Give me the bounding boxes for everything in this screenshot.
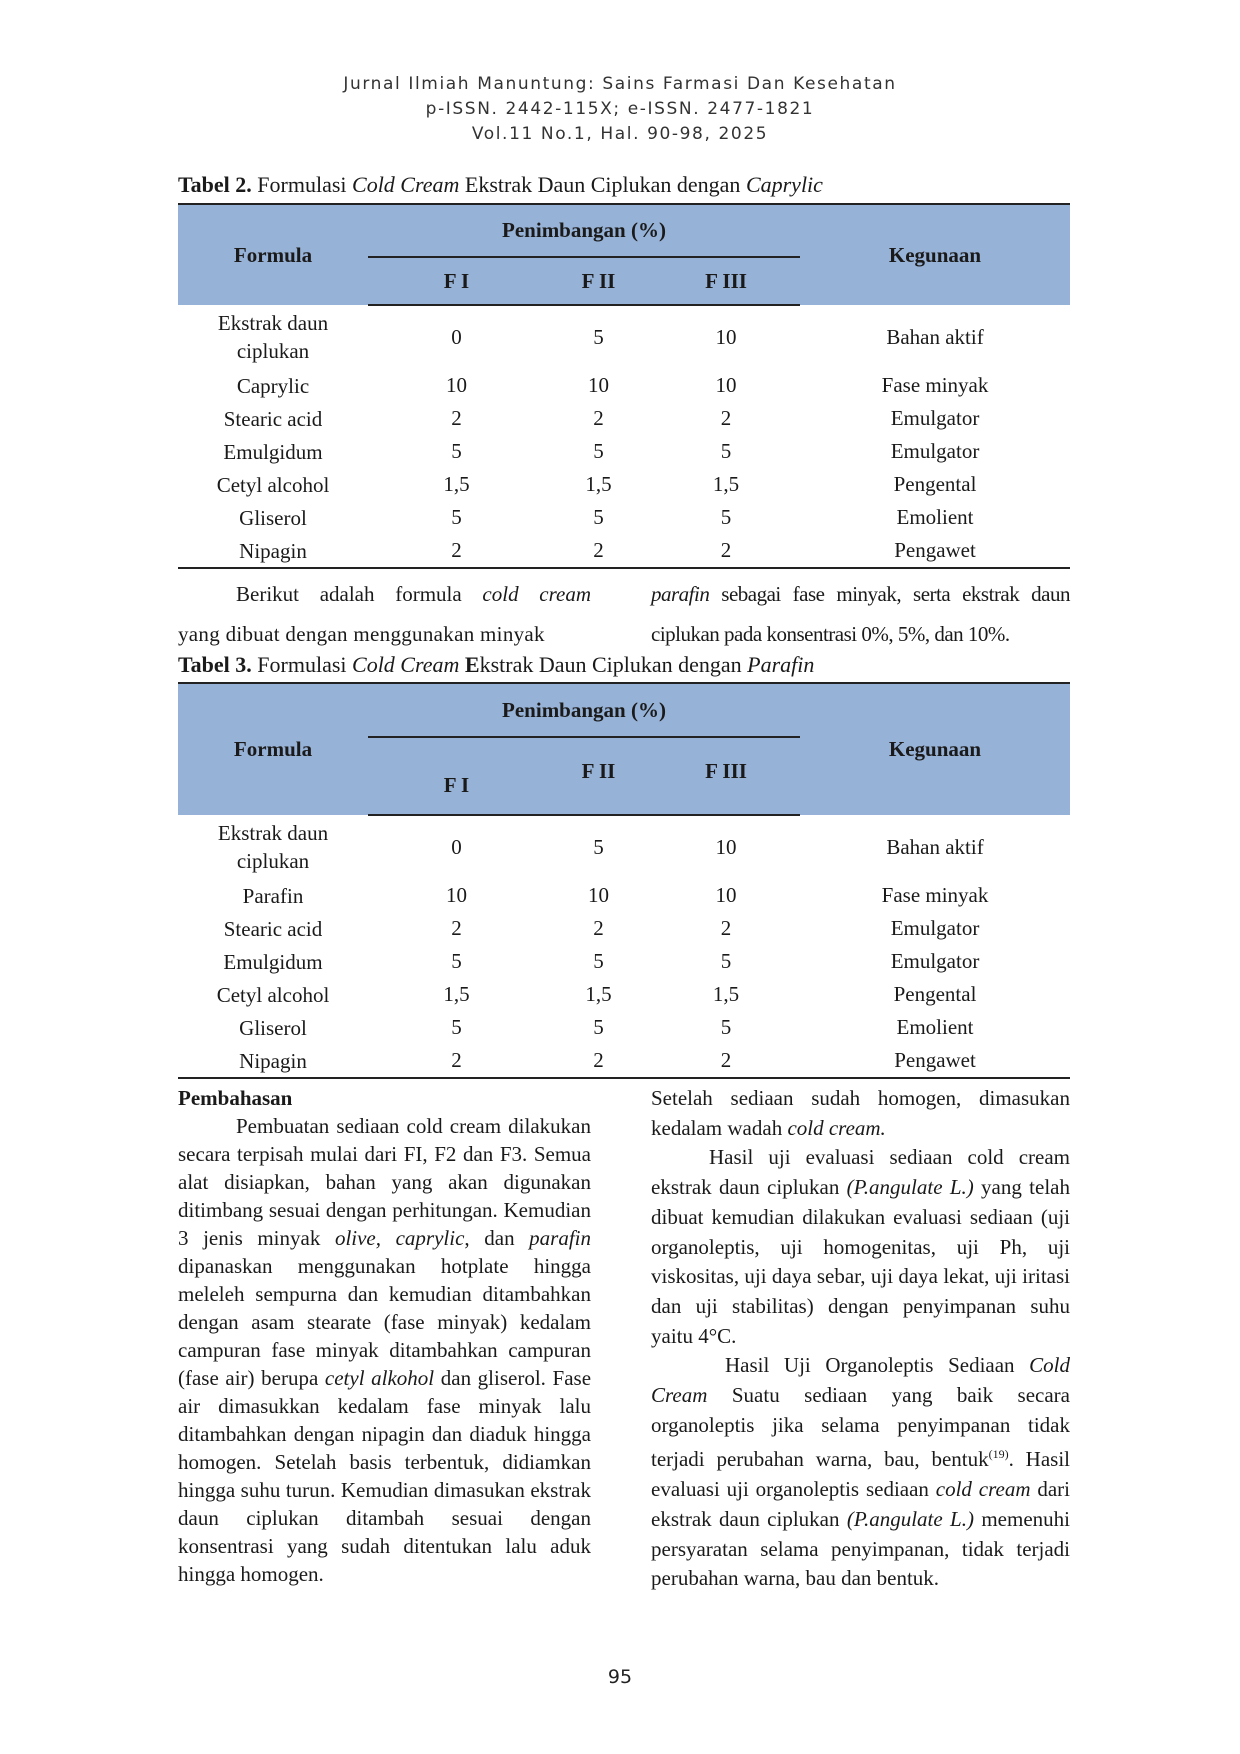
cell-formula: Cetyl alcohol xyxy=(216,982,330,1007)
cell-f3: 5 xyxy=(720,949,732,973)
header-kegunaan: Kegunaan xyxy=(800,683,1070,815)
paragraph xyxy=(651,1143,1070,1351)
cell-formula: Cetyl alcohol xyxy=(216,472,330,497)
header-f2: F II xyxy=(545,737,652,815)
table2-caption-text: Ekstrak Daun Ciplukan dengan xyxy=(459,172,746,197)
table3-caption xyxy=(178,652,814,678)
cell-f3: 10 xyxy=(715,835,737,859)
paragraph-italic: Cold Cream xyxy=(651,1353,1070,1408)
table2-body xyxy=(178,305,1070,568)
table-row xyxy=(178,1011,1070,1044)
table-row xyxy=(178,815,1070,879)
header-formula: Formula xyxy=(178,683,368,815)
table-row xyxy=(178,912,1070,945)
table2-caption-text: Formulasi xyxy=(251,172,353,197)
cell-kegunaan: Emulgator xyxy=(890,406,980,430)
cell-f2: 5 xyxy=(593,1015,604,1039)
header-penimbangan: Penimbangan (%) xyxy=(368,683,800,737)
paragraph-text: Setelah sediaan sudah homogen, dimasukan kedalam wadah xyxy=(651,1086,1070,1140)
paragraph-text: , dan xyxy=(464,1226,530,1250)
cell-f3: 1,5 xyxy=(712,472,740,496)
table-row xyxy=(178,501,1070,534)
mid-right-line2: ciplukan pada konsentrasi 0%, 5%, dan 10%. xyxy=(651,622,1010,646)
cell-f2: 5 xyxy=(593,325,604,349)
table-row xyxy=(178,468,1070,501)
paragraph-italic: parafin xyxy=(529,1226,592,1250)
journal-header xyxy=(0,72,1240,147)
paragraph-italic: olive, caprylic xyxy=(334,1226,465,1250)
journal-title: Jurnal Ilmiah Manuntung: Sains Farmasi Dan Kesehatan xyxy=(343,74,897,94)
page-number: 95 xyxy=(607,1666,633,1688)
table2-caption xyxy=(178,172,823,198)
cell-f2: 2 xyxy=(545,1044,652,1078)
cell-f1: 5 xyxy=(451,505,462,529)
mid-right-italic: parafin xyxy=(651,582,710,606)
cell-f1: 10 xyxy=(446,883,467,907)
cell-kegunaan: Pengawet xyxy=(800,534,1070,568)
cell-f3: 5 xyxy=(720,505,732,529)
paragraph-italic: (P.angulate L.) xyxy=(846,1506,974,1531)
paragraph xyxy=(651,1351,1070,1594)
cell-kegunaan: Pengawet xyxy=(800,1044,1070,1078)
cell-formula: Emulgidum xyxy=(223,949,323,974)
table3-caption-italic: Cold Cream xyxy=(352,652,460,677)
cell-kegunaan: Fase minyak xyxy=(881,883,989,907)
cell-f3: 10 xyxy=(715,325,737,349)
header-formula: Formula xyxy=(178,204,368,305)
cell-formula: Ekstrak daun ciplukan xyxy=(217,311,329,363)
cell-f2: 2 xyxy=(593,406,604,430)
table3-caption-text: kstrak Daun Ciplukan dengan xyxy=(479,652,748,677)
journal-volume: Vol.11 No.1, Hal. 90-98, 2025 xyxy=(471,124,769,144)
header-f1: F I xyxy=(368,737,545,815)
cell-f1: 5 xyxy=(451,439,462,463)
cell-f3: 5 xyxy=(720,439,732,463)
table-row xyxy=(178,945,1070,978)
mid-text-left xyxy=(178,574,591,654)
cell-formula: Gliserol xyxy=(239,1015,307,1040)
mid-left-italic: cold cream xyxy=(482,582,591,606)
header-kegunaan: Kegunaan xyxy=(800,204,1070,305)
cell-f1: 2 xyxy=(368,1044,545,1078)
cell-f1: 0 xyxy=(451,835,462,859)
table-row xyxy=(178,369,1070,402)
cell-f3: 2 xyxy=(720,916,732,940)
cell-f2: 2 xyxy=(593,916,604,940)
table3-caption-label: Tabel 3. xyxy=(178,652,252,677)
paragraph-text: dan gliserol. Fase air dimasukkan kedalam fase minyak lalu ditambahkan dengan nipagin dan diaduk hingga homogen. Setelah basis terbentuk, didiamkan hingga suhu turun. Kemudian dimasukan ekstrak daun ciplukan ditambah sesuai dengan konsentrasi yang sudah ditentukan lalu aduk hingga homogen. xyxy=(178,1366,592,1586)
header-penimbangan: Penimbangan (%) xyxy=(368,204,800,257)
paragraph-text: dipanaskan menggunakan hotplate hingga meleleh sempurna dan kemudian ditambahkan dengan asam stearate (fase minyak) kedalam campuran fase minyak ditambahkan campuran (fase air) berupa xyxy=(178,1254,591,1390)
cell-formula: Ekstrak daun ciplukan xyxy=(217,821,329,873)
mid-right-line1 xyxy=(651,574,1070,614)
cell-f3: 2 xyxy=(652,534,800,568)
table2-caption-label: Tabel 2. xyxy=(178,172,252,197)
mid-right-text: sebagai fase minyak, serta ekstrak daun xyxy=(709,582,1070,606)
mid-text-right xyxy=(651,574,1070,654)
paragraph xyxy=(651,1084,1070,1143)
paragraph-text: Hasil uji evaluasi sediaan cold cream ekstrak daun ciplukan xyxy=(651,1145,1070,1200)
table3-caption-bold: E xyxy=(459,652,480,677)
cell-formula: Stearic acid xyxy=(223,916,323,941)
table-row xyxy=(178,978,1070,1011)
paragraph-text: dari ekstrak daun ciplukan xyxy=(651,1477,1070,1531)
table3-caption-italic: Parafin xyxy=(747,652,815,677)
cell-f3: 2 xyxy=(720,406,732,430)
cell-f2: 5 xyxy=(593,949,604,973)
cell-f2: 5 xyxy=(593,505,604,529)
cell-f3: 1,5 xyxy=(712,982,740,1006)
cell-formula: Emulgidum xyxy=(223,439,323,464)
cell-kegunaan: Pengental xyxy=(893,472,977,496)
table3 xyxy=(178,682,1070,1079)
cell-f1: 5 xyxy=(451,1015,462,1039)
table-row xyxy=(178,1044,1070,1078)
paragraph-italic: (P.angulate L.) xyxy=(846,1175,974,1200)
cell-f2: 1,5 xyxy=(585,982,612,1006)
cell-f2: 10 xyxy=(588,373,609,397)
table-row xyxy=(178,879,1070,912)
paragraph-text: yang telah dibuat kemudian dilakukan evaluasi sediaan (uji organoleptis, uji homogenitas, uji Ph, uji viskositas, uji daya sebar, uji daya lekat, uji iritasi dan uji stabilitas) dengan penyimpanan suhu yaitu 4°C. xyxy=(651,1175,1070,1348)
cell-f1: 10 xyxy=(446,373,467,397)
paragraph-text: Hasil Uji Organoleptis Sediaan xyxy=(725,1353,1030,1378)
table2 xyxy=(178,203,1070,569)
cell-f3: 10 xyxy=(715,883,737,907)
citation-ref: (19) xyxy=(988,1447,1009,1462)
paragraph-text: memenuhi persyaratan selama penyimpanan, tidak terjadi perubahan warna, bau dan bentuk. xyxy=(651,1506,1070,1591)
paragraph-text: Suatu sediaan yang baik secara organoleptis jika selama penyimpanan tidak terjadi perubahan warna, bau, bentuk xyxy=(651,1383,1070,1472)
table-row xyxy=(178,305,1070,369)
cell-kegunaan: Emulgator xyxy=(890,439,980,463)
cell-f1: 1,5 xyxy=(443,982,470,1006)
cell-formula: Gliserol xyxy=(239,505,307,530)
header-f3: F III xyxy=(652,737,800,815)
right-column xyxy=(651,1084,1070,1594)
cell-f3: 5 xyxy=(720,1015,732,1039)
table3-caption-text: Formulasi xyxy=(251,652,353,677)
cell-f2: 2 xyxy=(545,534,652,568)
cell-formula: Nipagin xyxy=(178,1044,368,1078)
cell-kegunaan: Emolient xyxy=(896,1015,974,1039)
cell-f1: 2 xyxy=(451,916,462,940)
mid-left-line2: yang dibuat dengan menggunakan minyak xyxy=(178,622,545,646)
cell-kegunaan: Emolient xyxy=(896,505,974,529)
cell-f1: 5 xyxy=(451,949,462,973)
cell-formula: Caprylic xyxy=(236,373,310,398)
table2-caption-italic: Cold Cream xyxy=(352,172,460,197)
table-row xyxy=(178,435,1070,468)
paragraph-text: . Hasil evaluasi uji organoleptis sediaan xyxy=(651,1447,1070,1502)
paragraph-italic: cetyl alkohol xyxy=(324,1366,435,1390)
cell-f2: 1,5 xyxy=(585,472,612,496)
table3-body xyxy=(178,815,1070,1078)
paragraph-italic: cold cream xyxy=(935,1477,1031,1502)
cell-f3: 2 xyxy=(652,1044,800,1078)
header-f3: F III xyxy=(652,257,800,305)
cell-f2: 5 xyxy=(593,835,604,859)
table2-caption-italic: Caprylic xyxy=(745,172,823,197)
cell-formula: Parafin xyxy=(242,883,304,908)
cell-kegunaan: Fase minyak xyxy=(881,373,989,397)
section-heading: Pembahasan xyxy=(178,1086,293,1110)
cell-kegunaan: Bahan aktif xyxy=(886,324,984,349)
header-f2: F II xyxy=(545,257,652,305)
cell-f1: 2 xyxy=(368,534,545,568)
header-f1: F I xyxy=(368,257,545,305)
left-column xyxy=(178,1084,591,1588)
paragraph xyxy=(178,1112,591,1588)
cell-kegunaan: Pengental xyxy=(893,982,977,1006)
cell-formula: Stearic acid xyxy=(223,406,323,431)
mid-left-text: Berikut adalah formula xyxy=(236,582,483,606)
cell-f1: 0 xyxy=(451,325,462,349)
cell-f3: 10 xyxy=(715,373,737,397)
cell-f1: 2 xyxy=(451,406,462,430)
paragraph-text: Pembuatan sediaan cold cream dilakukan secara terpisah mulai dari FI, F2 dan F3. Semua alat disiapkan, bahan yang akan digunakan ditimbang sesuai dengan perhitungan. Kemudian 3 jenis minyak xyxy=(178,1114,591,1250)
cell-f2: 5 xyxy=(593,439,604,463)
mid-left-line1 xyxy=(178,574,591,614)
journal-issn: p-ISSN. 2442-115X; e-ISSN. 2477-1821 xyxy=(425,99,815,119)
cell-kegunaan: Emulgator xyxy=(890,916,980,940)
cell-f2: 10 xyxy=(588,883,609,907)
paragraph-italic: cold cream. xyxy=(787,1115,886,1140)
table-row xyxy=(178,534,1070,568)
cell-kegunaan: Emulgator xyxy=(890,949,980,973)
cell-formula: Nipagin xyxy=(178,534,368,568)
table-row xyxy=(178,402,1070,435)
cell-f1: 1,5 xyxy=(443,472,470,496)
cell-kegunaan: Bahan aktif xyxy=(886,834,984,859)
